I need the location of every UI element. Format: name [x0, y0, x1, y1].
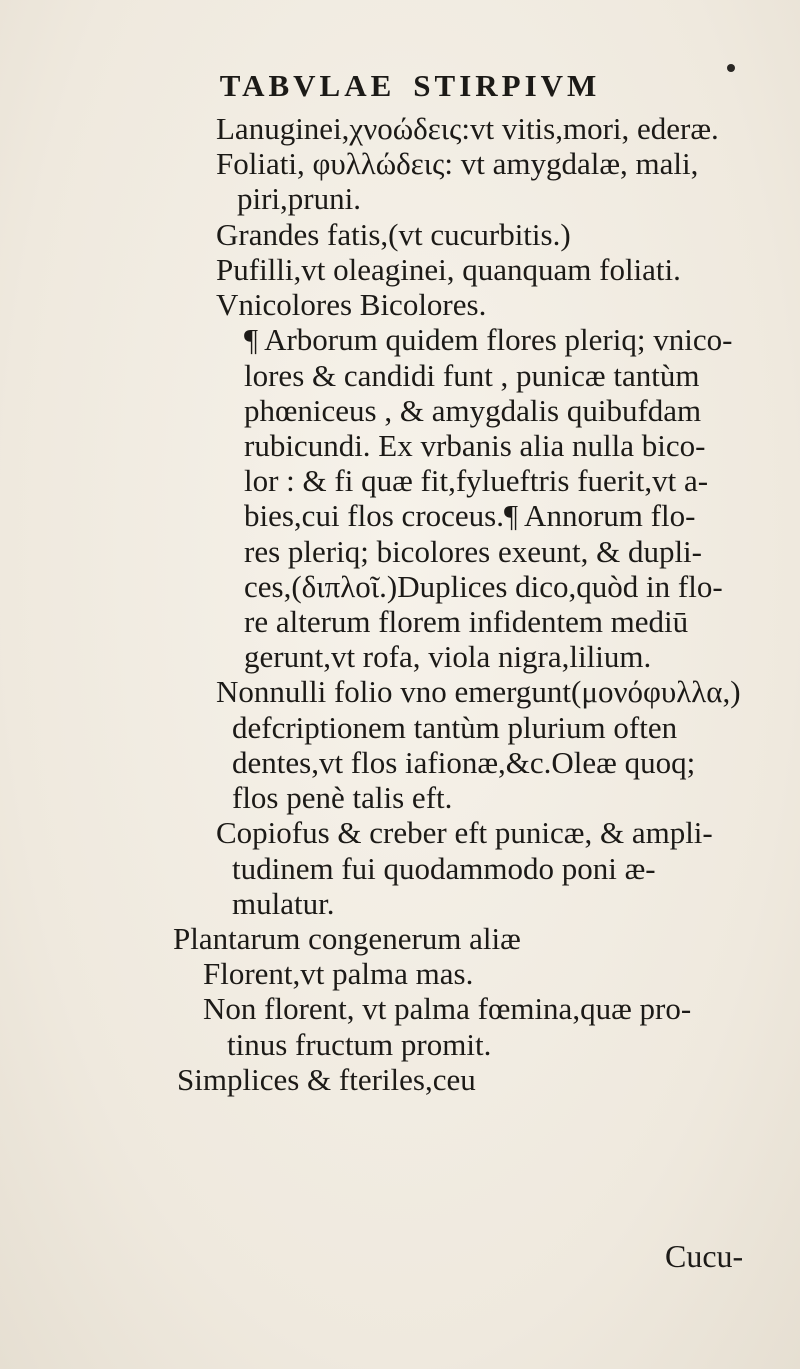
text-line: flos penè talis eft.	[232, 780, 453, 815]
text-line: res pleriq; bicolores exeunt, & dupli-	[244, 534, 702, 569]
text-line: Simplices & fteriles,ceu	[177, 1062, 476, 1097]
header-left: TABVLAE	[219, 68, 396, 103]
text-line: Pufilli,vt oleaginei, quanquam foliati.	[216, 252, 681, 287]
text-line: defcriptionem tantùm plurium often	[232, 710, 678, 745]
text-line: tinus fructum promit.	[227, 1027, 492, 1062]
text-line: Nonnulli folio vno emergunt(μονόφυλλα,)	[216, 674, 741, 709]
text-line: gerunt,vt rofa, viola nigra,lilium.	[244, 639, 652, 674]
text-line: rubicundi. Ex vrbanis alia nulla bico-	[244, 428, 706, 463]
text-line: Non florent, vt palma fœmina,quæ pro-	[203, 991, 692, 1026]
text-line: lores & candidi funt , punicæ tantùm	[244, 358, 700, 393]
text-line: mulatur.	[232, 886, 335, 921]
header-right: STIRPIVM	[413, 68, 601, 103]
text-line: Copiofus & creber eft punicæ, & ampli-	[216, 815, 713, 850]
text-line: Florent,vt palma mas.	[203, 956, 474, 991]
text-line: Vnicolores Bicolores.	[216, 287, 487, 322]
catchword: Cucu-	[665, 1238, 744, 1274]
ink-dot	[727, 64, 735, 72]
text-line: Lanuginei,χνοώδεις:vt vitis,mori, ederæ.	[216, 111, 719, 146]
text-line: Grandes fatis,(vt cucurbitis.)	[216, 217, 571, 252]
text-line: Plantarum congenerum aliæ	[173, 921, 521, 956]
text-line: ces,(διπλοῖ.)Duplices dico,quòd in flo-	[244, 569, 723, 604]
text-line: tudinem fui quodammodo poni æ-	[232, 851, 656, 886]
text-line: bies,cui flos croceus.¶ Annorum flo-	[244, 498, 696, 533]
text-line: Foliati, φυλλώδεις: vt amygdalæ, mali,	[216, 146, 699, 181]
text-line: piri,pruni.	[237, 181, 361, 216]
text-line: re alterum florem infidentem mediū	[244, 604, 689, 639]
text-line: lor : & fi quæ fit,fylueftris fuerit,vt a-	[244, 463, 709, 498]
running-header	[0, 68, 800, 104]
text-line: dentes,vt flos iafionæ,&c.Oleæ quoq;	[232, 745, 696, 780]
text-line: phœniceus , & amygdalis quibufdam	[244, 393, 702, 428]
text-line: ¶ Arborum quidem flores pleriq; vnico-	[244, 322, 733, 357]
